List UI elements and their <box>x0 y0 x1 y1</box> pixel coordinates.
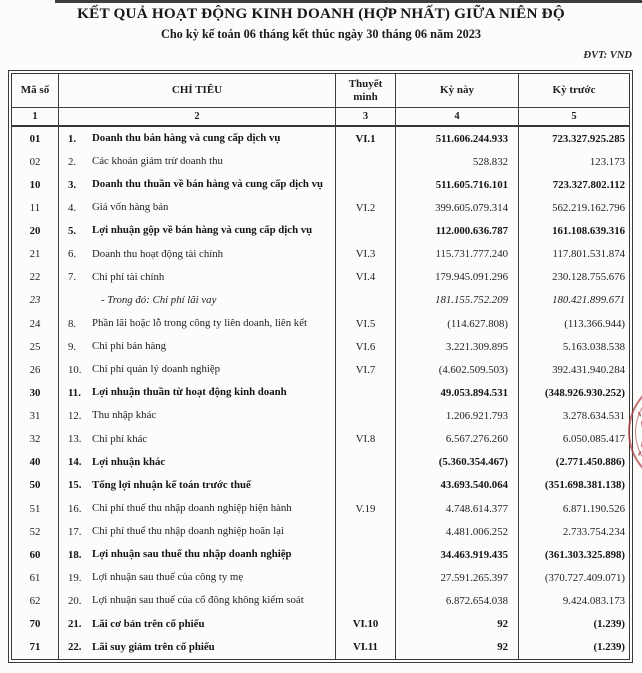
row-note-reference <box>336 405 396 428</box>
row-item-number: 8. <box>68 317 77 330</box>
row-note-reference: VI.3 <box>336 243 396 266</box>
row-ky-nay-value: 43.693.540.064 <box>396 474 519 497</box>
row-chi-tieu-cell <box>59 428 336 451</box>
row-note-reference: VI.5 <box>336 312 396 335</box>
seal-text-mark <box>637 450 641 456</box>
row-item-label: Phần lãi hoặc lỗ trong công ty liên doanh, liên kết <box>92 316 307 329</box>
row-ky-truoc-value: 392.431.940.284 <box>552 363 625 376</box>
row-ky-nay-value: 179.945.091.296 <box>396 266 519 289</box>
row-ky-nay-value: (5.360.354.467) <box>396 451 519 474</box>
row-ky-nay-value: 4.481.006.252 <box>396 520 519 543</box>
row-item-number: 18. <box>68 548 82 561</box>
row-ky-truoc-value: 6.050.085.417 <box>562 433 625 446</box>
row-note-reference <box>336 220 396 243</box>
seal-text-mark <box>637 411 641 417</box>
row-item-label: Các khoản giảm trừ doanh thu <box>92 155 223 168</box>
table-row <box>12 566 629 589</box>
row-item-number: 13. <box>68 433 82 446</box>
scan-artifact-strip <box>55 0 642 3</box>
row-item-label: Lợi nhuận thuần từ hoạt động kinh doanh <box>92 386 287 399</box>
row-ky-nay-value: 49.053.894.531 <box>396 381 519 404</box>
row-ma-so: 51 <box>12 497 59 520</box>
row-ky-truoc-value: 230.128.755.676 <box>552 271 625 284</box>
row-item-number: 5. <box>68 225 77 238</box>
row-ky-truoc-value: 117.801.531.874 <box>552 248 625 261</box>
row-ma-so: 25 <box>12 335 59 358</box>
row-chi-tieu-cell <box>59 243 336 266</box>
row-item-number: 11. <box>68 386 81 399</box>
row-ky-nay-value: 528.832 <box>396 150 519 173</box>
row-ky-truoc-value: 3.278.634.531 <box>562 410 625 423</box>
table-row <box>12 543 629 566</box>
row-note-reference: VI.6 <box>336 335 396 358</box>
row-item-label: Chi phí khác <box>92 432 148 445</box>
row-ma-so: 23 <box>12 289 59 312</box>
row-ma-so: 11 <box>12 196 59 219</box>
table-row <box>12 474 629 497</box>
header-ma-so: Mã số <box>12 74 59 107</box>
row-item-number: 10. <box>68 363 82 376</box>
table-row <box>12 266 629 289</box>
row-item-number: 1. <box>68 132 77 145</box>
table-row <box>12 358 629 381</box>
table-body <box>12 127 629 659</box>
row-ky-truoc-value: (2.771.450.886) <box>555 456 625 469</box>
row-ma-so: 70 <box>12 613 59 636</box>
row-ky-nay-value: 511.605.716.101 <box>396 173 519 196</box>
table-row <box>12 243 629 266</box>
row-ma-so: 20 <box>12 220 59 243</box>
row-ma-so: 24 <box>12 312 59 335</box>
row-item-number: 15. <box>68 479 82 492</box>
row-ky-nay-value: 399.605.079.314 <box>396 196 519 219</box>
row-item-label: Lợi nhuận sau thuế của công ty mẹ <box>92 571 244 584</box>
row-item-number: 3. <box>68 178 77 191</box>
row-note-reference <box>336 173 396 196</box>
table-row <box>12 220 629 243</box>
row-note-reference: VI.7 <box>336 358 396 381</box>
row-ky-truoc-value: (1.239) <box>593 641 625 654</box>
row-item-number: 22. <box>68 641 82 654</box>
row-item-label: Chi phí quản lý doanh nghiệp <box>92 363 221 376</box>
row-ma-so: 40 <box>12 451 59 474</box>
row-chi-tieu-cell <box>59 451 336 474</box>
row-chi-tieu-cell <box>59 312 336 335</box>
table-row <box>12 196 629 219</box>
table-row <box>12 173 629 196</box>
row-chi-tieu-cell <box>59 381 336 404</box>
table-row <box>12 497 629 520</box>
row-chi-tieu-cell <box>59 497 336 520</box>
row-ma-so: 01 <box>12 127 59 150</box>
table-row <box>12 381 629 404</box>
table-row <box>12 590 629 613</box>
row-ky-nay-value: 6.872.654.038 <box>396 590 519 613</box>
row-item-number: 20. <box>68 595 82 608</box>
row-note-reference: VI.2 <box>336 196 396 219</box>
row-item-label: Chi phí bán hàng <box>92 340 167 353</box>
row-item-label: Tổng lợi nhuận kế toán trước thuế <box>92 478 251 491</box>
row-item-number: 2. <box>68 155 77 168</box>
row-note-reference <box>336 590 396 613</box>
header-ky-truoc: Kỳ trước <box>552 84 596 97</box>
row-item-label: Lợi nhuận gộp về bán hàng và cung cấp dịch vụ <box>92 224 313 237</box>
row-ky-nay-value: 6.567.276.260 <box>396 428 519 451</box>
table-row <box>12 428 629 451</box>
row-item-number: 14. <box>68 456 82 469</box>
row-note-reference <box>336 289 396 312</box>
row-ky-nay-value: (114.627.808) <box>396 312 519 335</box>
row-item-number: 7. <box>68 271 77 284</box>
row-chi-tieu-cell <box>59 590 336 613</box>
row-ky-nay-value: 92 <box>396 636 519 659</box>
row-item-number: 17. <box>68 525 82 538</box>
table-header-row <box>12 74 629 108</box>
row-note-reference <box>336 566 396 589</box>
row-chi-tieu-cell <box>59 405 336 428</box>
row-ky-nay-value: 3.221.309.895 <box>396 335 519 358</box>
table-row <box>12 613 629 636</box>
table-row <box>12 636 629 659</box>
row-chi-tieu-cell <box>59 636 336 659</box>
row-ma-so: 21 <box>12 243 59 266</box>
row-ky-truoc-value: 123.173 <box>589 155 625 168</box>
row-ma-so: 50 <box>12 474 59 497</box>
row-ky-truoc-value: 5.163.038.538 <box>562 340 625 353</box>
row-item-label: Doanh thu bán hàng và cung cấp dịch vụ <box>92 131 281 144</box>
row-ky-nay-value: 34.463.919.435 <box>396 543 519 566</box>
row-ky-truoc-value: 562.219.162.796 <box>552 201 625 214</box>
row-ma-so: 26 <box>12 358 59 381</box>
row-chi-tieu-cell <box>59 127 336 150</box>
row-item-number: 12. <box>68 410 82 423</box>
row-ky-truoc-value: 2.733.754.234 <box>562 525 625 538</box>
row-item-label: Chi phí tài chính <box>92 270 165 283</box>
row-ky-truoc-value: (1.239) <box>593 618 625 631</box>
row-ma-so: 62 <box>12 590 59 613</box>
row-item-label: Lãi cơ bản trên cổ phiếu <box>92 617 205 630</box>
header-thuyet-minh: Thuyết minh <box>336 74 396 107</box>
row-item-number: 16. <box>68 502 82 515</box>
row-ma-so: 32 <box>12 428 59 451</box>
header-ky-nay: Kỳ này <box>396 74 519 107</box>
row-ky-nay-value: (4.602.509.503) <box>396 358 519 381</box>
row-ma-so: 02 <box>12 150 59 173</box>
column-number: 5 <box>571 111 577 122</box>
table-row <box>12 451 629 474</box>
column-number: 2 <box>59 108 336 125</box>
row-item-label: Lợi nhuận khác <box>92 455 166 468</box>
row-note-reference: VI.1 <box>336 127 396 150</box>
row-item-label: Doanh thu hoạt động tài chính <box>92 247 224 260</box>
row-note-reference: V.19 <box>336 497 396 520</box>
row-ky-truoc-value: (348.926.930.252) <box>544 386 625 399</box>
row-chi-tieu-cell <box>59 566 336 589</box>
row-chi-tieu-cell <box>59 289 336 312</box>
table-row <box>12 520 629 543</box>
row-note-reference <box>336 451 396 474</box>
row-item-number: 4. <box>68 201 77 214</box>
row-chi-tieu-cell <box>59 613 336 636</box>
row-ky-nay-value: 112.000.636.787 <box>396 220 519 243</box>
row-ma-so: 71 <box>12 636 59 659</box>
row-ky-nay-value: 1.206.921.793 <box>396 405 519 428</box>
row-ky-nay-value: 511.606.244.933 <box>396 127 519 150</box>
column-number-row <box>12 108 629 127</box>
row-item-number: 9. <box>68 340 77 353</box>
row-chi-tieu-cell <box>59 543 336 566</box>
row-ky-truoc-value: 161.108.639.316 <box>552 225 625 238</box>
row-note-reference <box>336 543 396 566</box>
row-ma-so: 60 <box>12 543 59 566</box>
row-note-reference <box>336 381 396 404</box>
row-chi-tieu-cell <box>59 173 336 196</box>
row-note-reference: VI.11 <box>336 636 396 659</box>
row-item-number: 19. <box>68 571 82 584</box>
row-item-label: Lãi suy giảm trên cổ phiếu <box>92 640 215 653</box>
row-ma-so: 61 <box>12 566 59 589</box>
table-row <box>12 289 629 312</box>
row-ky-truoc-value: 723.327.925.285 <box>552 132 625 145</box>
row-ma-so: 31 <box>12 405 59 428</box>
header-chi-tieu: CHỈ TIÊU <box>59 74 336 107</box>
row-ky-nay-value: 27.591.265.397 <box>396 566 519 589</box>
column-number: 4 <box>396 108 519 125</box>
row-ky-truoc-value: (370.727.409.071) <box>544 571 625 584</box>
row-item-number: 21. <box>68 618 82 631</box>
row-chi-tieu-cell <box>59 335 336 358</box>
row-ky-truoc-value: 9.424.083.173 <box>562 595 625 608</box>
seal-inner-ring-icon <box>635 384 642 480</box>
row-ky-nay-value: 4.748.614.377 <box>396 497 519 520</box>
row-ma-so: 10 <box>12 173 59 196</box>
row-ky-truoc-value: 180.421.899.671 <box>552 294 625 307</box>
row-ky-truoc-value: (113.366.944) <box>564 317 625 330</box>
page-subtitle: Cho kỳ kế toán 06 tháng kết thúc ngày 30 tháng 06 năm 2023 <box>160 27 482 41</box>
table-row <box>12 127 629 150</box>
row-note-reference <box>336 474 396 497</box>
row-item-label: - Trong đó: Chi phí lãi vay <box>101 293 217 306</box>
row-item-label: Doanh thu thuần về bán hàng và cung cấp dịch vụ <box>92 178 324 191</box>
row-item-label: Lợi nhuận sau thuế của cổ đông không kiểm soát <box>92 594 304 607</box>
row-ma-so: 30 <box>12 381 59 404</box>
row-item-label: Chi phí thuế thu nhập doanh nghiệp hoãn lại <box>92 525 284 538</box>
row-note-reference: VI.8 <box>336 428 396 451</box>
row-item-label: Chi phí thuế thu nhập doanh nghiệp hiện hành <box>92 501 292 514</box>
table-row <box>12 335 629 358</box>
column-number: 1 <box>12 108 59 125</box>
row-ky-nay-value: 115.731.777.240 <box>396 243 519 266</box>
row-chi-tieu-cell <box>59 220 336 243</box>
row-chi-tieu-cell <box>59 474 336 497</box>
row-ky-truoc-value: 723.327.802.112 <box>552 178 625 191</box>
row-chi-tieu-cell <box>59 520 336 543</box>
row-note-reference: VI.4 <box>336 266 396 289</box>
income-statement-table <box>8 70 633 663</box>
column-number: 3 <box>336 108 396 125</box>
table-row <box>12 312 629 335</box>
table-row <box>12 405 629 428</box>
row-ky-truoc-value: 6.871.190.526 <box>562 502 625 515</box>
row-ky-nay-value: 92 <box>396 613 519 636</box>
row-note-reference <box>336 520 396 543</box>
currency-unit-note: ĐVT: VND <box>583 50 632 61</box>
row-item-label: Lợi nhuận sau thuế thu nhập doanh nghiệp <box>92 548 292 561</box>
row-chi-tieu-cell <box>59 266 336 289</box>
row-chi-tieu-cell <box>59 196 336 219</box>
row-note-reference: VI.10 <box>336 613 396 636</box>
row-item-label: Thu nhập khác <box>92 409 157 422</box>
row-chi-tieu-cell <box>59 358 336 381</box>
row-ky-nay-value: 181.155.752.209 <box>396 289 519 312</box>
row-ma-so: 52 <box>12 520 59 543</box>
row-ma-so: 22 <box>12 266 59 289</box>
page-title: KẾT QUẢ HOẠT ĐỘNG KINH DOANH (HỢP NHẤT) GIỮA NIÊN ĐỘ <box>77 5 565 22</box>
row-item-number: 6. <box>68 248 77 261</box>
row-note-reference <box>336 150 396 173</box>
row-ky-truoc-value: (361.303.325.898) <box>544 548 625 561</box>
row-ky-truoc-value: (351.698.381.138) <box>544 479 625 492</box>
table-row <box>12 150 629 173</box>
row-chi-tieu-cell <box>59 150 336 173</box>
row-item-label: Giá vốn hàng bán <box>92 201 169 214</box>
